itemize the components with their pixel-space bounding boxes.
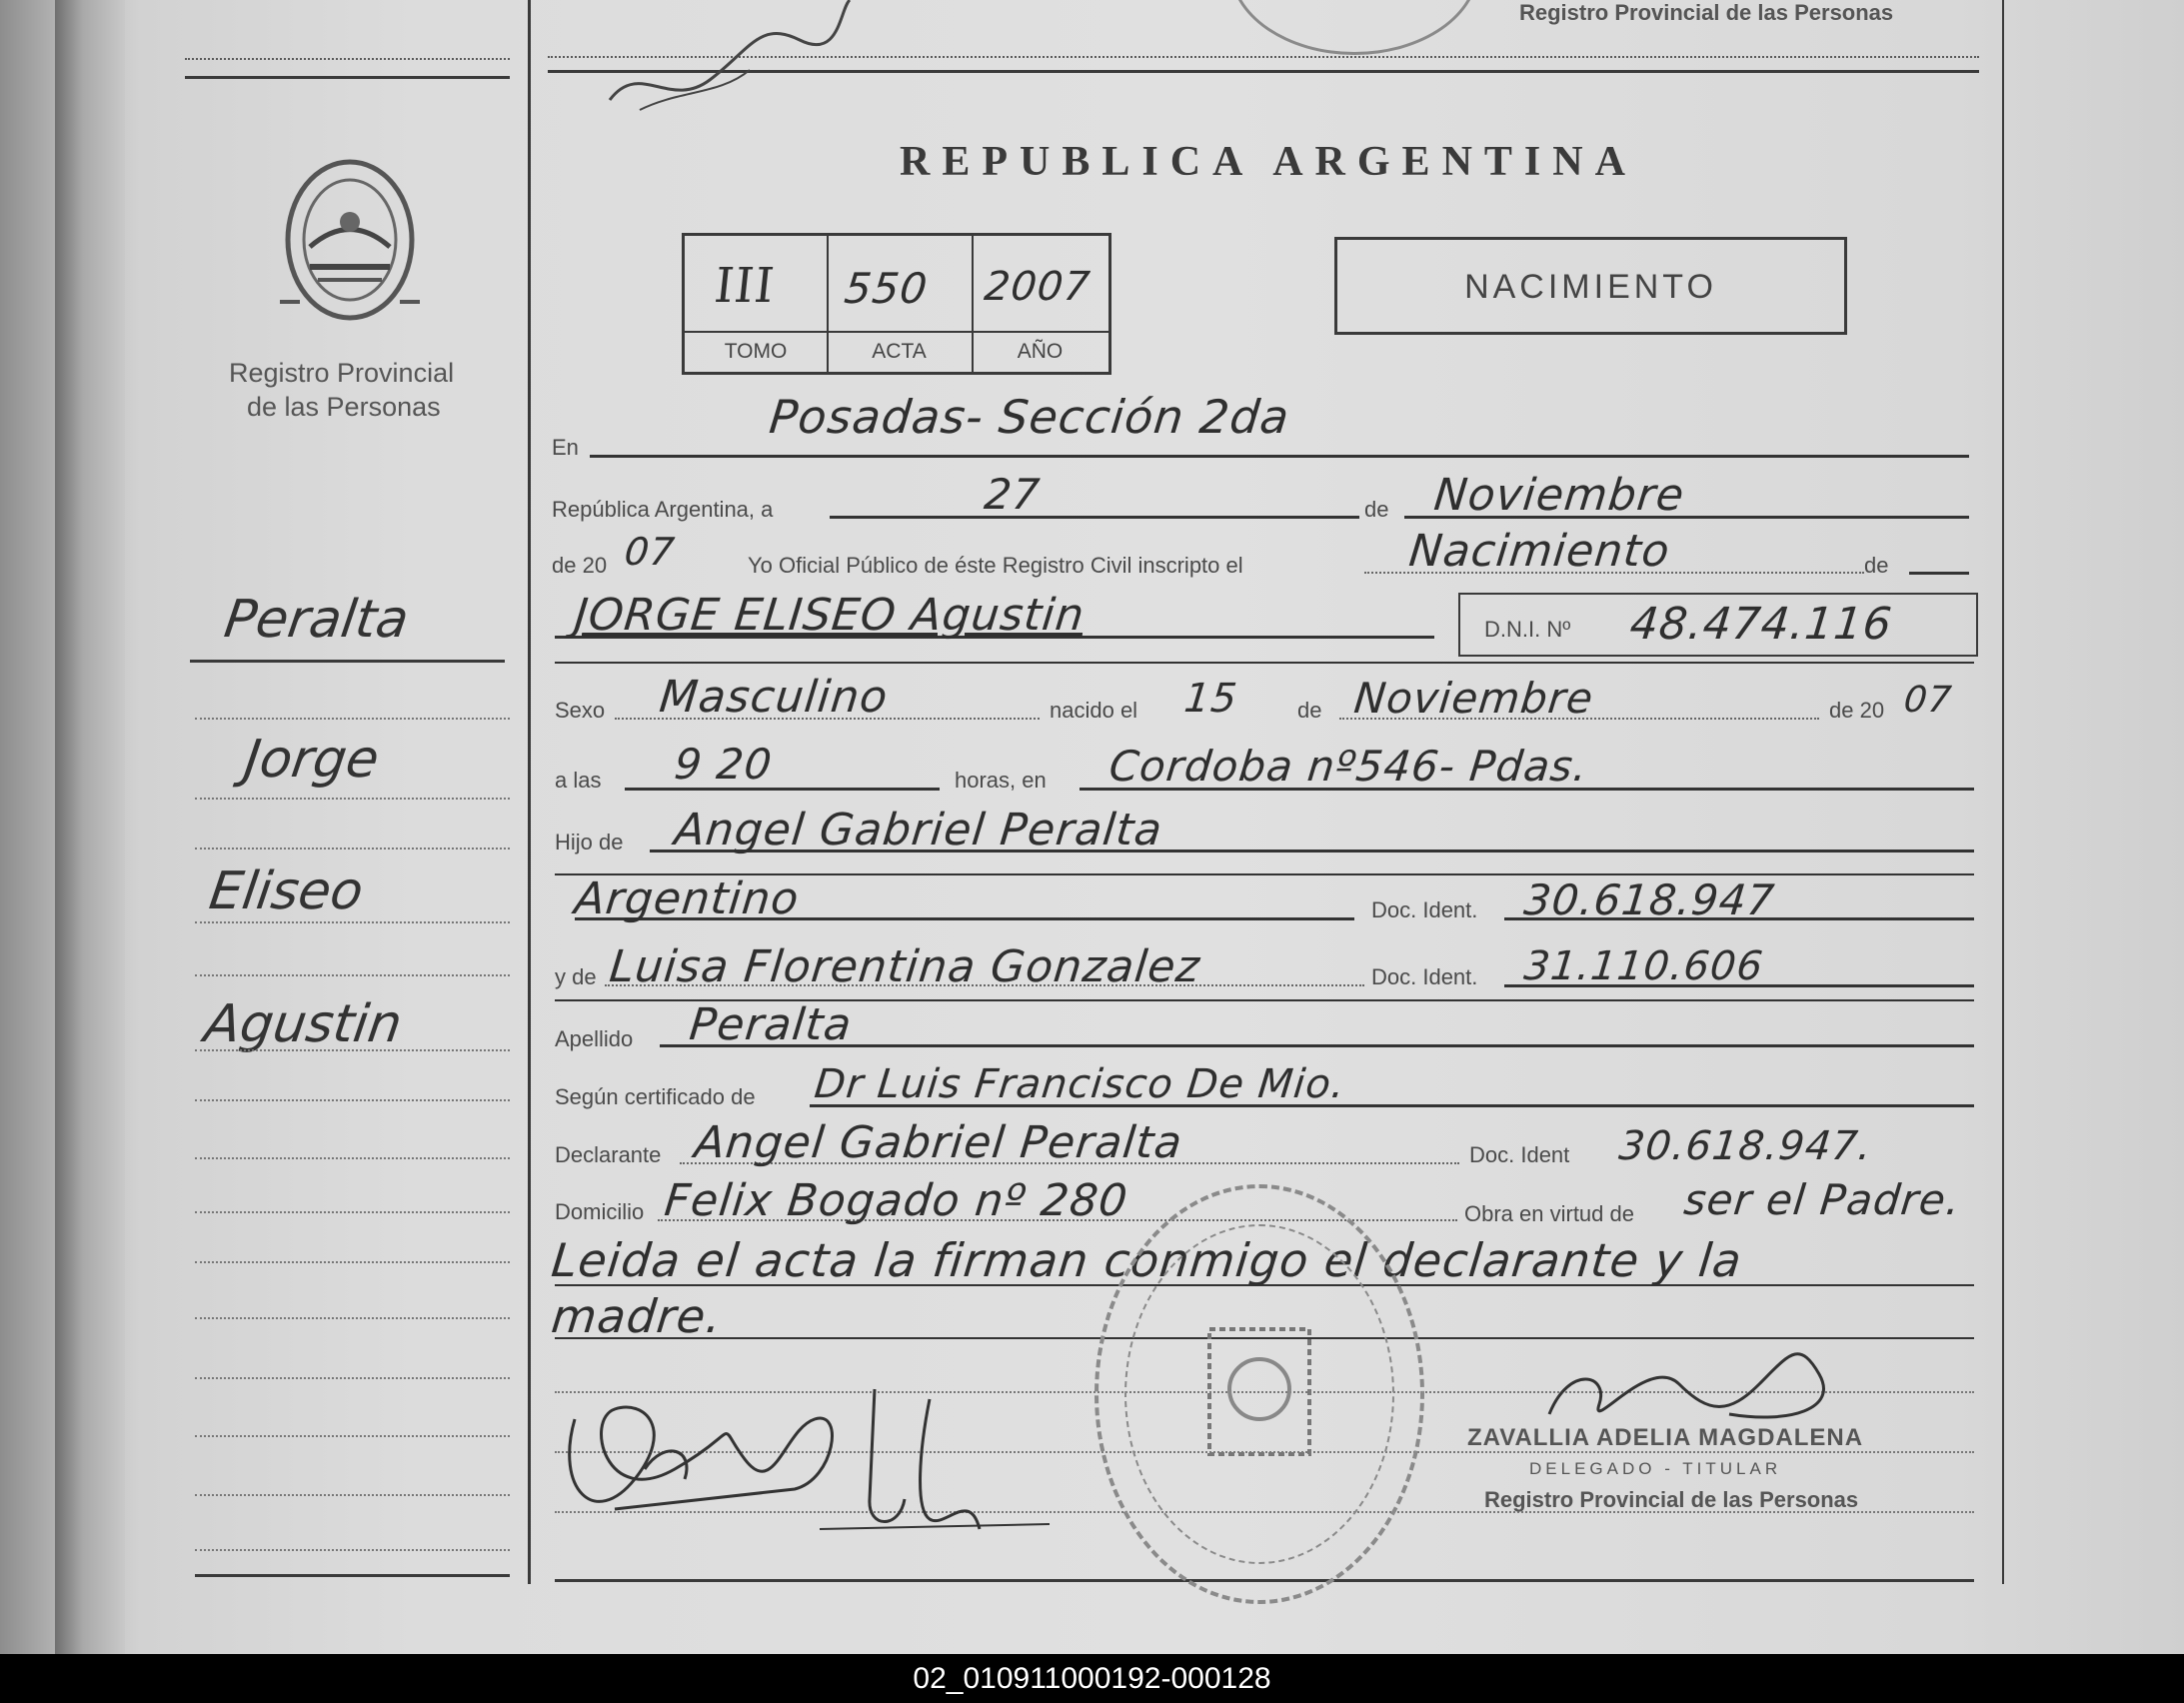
margin-top-rule [185,76,510,79]
de-label-2: de [1864,553,1889,578]
official-registry: Registro Provincial de las Personas [1484,1487,1859,1512]
margin-dotted [195,718,510,720]
margin-second-name: Eliseo [205,861,367,921]
declarante-doc: 30.618.947. [1616,1123,1875,1169]
margin-dotted [195,974,510,976]
apellido-label: Apellido [555,1026,634,1051]
anio-label: AÑO [1017,340,1064,363]
doc-label-3: Doc. Ident [1469,1142,1570,1167]
margin-dotted [195,1317,510,1319]
acta-label: ACTA [872,340,927,363]
year-prefix: de 20 [552,553,608,578]
acta-value: 550 [842,264,931,313]
closing-line-2: madre. [549,1289,725,1343]
registry-line-2: de las Personas [247,392,441,422]
margin-dotted [195,1494,510,1496]
domicilio-label: Domicilio [555,1199,645,1224]
margin-dotted [195,1435,510,1437]
second-signature [820,1369,1070,1559]
margin-dotted [195,1157,510,1159]
official-name: ZAVALLIA ADELIA MAGDALENA [1467,1424,1864,1451]
margin-dotted [195,1099,510,1101]
certificado-label: Según certificado de [555,1084,756,1109]
day-value: 27 [982,470,1044,519]
column-divider [528,0,531,1584]
binding-shadow [55,0,125,1654]
country-title: REPUBLICA ARGENTINA [900,139,1637,185]
official-title: DELEGADO - TITULAR [1529,1459,1782,1478]
margin-dotted [195,1261,510,1263]
doc-label-2: Doc. Ident. [1371,964,1478,989]
registry-line-1: Registro Provincial [229,358,455,388]
yde-label: y de [555,964,597,989]
apellido-line [660,1044,1974,1047]
sexo-label: Sexo [555,698,606,723]
tomo-label: TOMO [724,340,788,363]
doc-label: Doc. Ident. [1371,897,1478,922]
inscripto-value: Nacimiento [1406,526,1673,577]
alas-label: a las [555,768,602,793]
tail-line [1909,572,1969,575]
de-label: de [1364,497,1389,522]
margin-dotted [195,1211,510,1213]
record-box [682,233,1111,375]
margin-third-name: Agustin [200,994,406,1054]
act-type-label: NACIMIENTO [1464,268,1717,306]
child-name: JORGE ELISEO Agustin [572,590,1088,641]
hour-value: 9 20 [672,740,776,789]
horas-label: horas, en [955,768,1047,793]
dni-value: 48.474.116 [1627,599,1895,650]
margin-dotted [195,1549,510,1551]
margin-surname: Peralta [220,590,413,650]
oficial-text: Yo Oficial Público de éste Registro Civil inscripto el [748,553,1243,578]
en-line [590,455,1969,458]
anio-value: 2007 [982,264,1093,310]
obra-value: ser el Padre. [1681,1175,1963,1224]
birth-day: 15 [1181,676,1240,722]
tomo-value: III [712,258,778,314]
birth-year-prefix: de 20 [1829,698,1885,723]
year-value: 07 [622,530,678,574]
father-doc: 30.618.947 [1521,875,1778,924]
certificado-value: Dr Luis Francisco De Mio. [812,1061,1348,1107]
act-type-box [1334,237,1847,335]
mother-name: Luisa Florentina Gonzalez [607,941,1203,992]
top-signature-fragment [600,0,860,118]
margin-first-name: Jorge [240,730,383,790]
sexo-value: Masculino [657,672,891,723]
month-value: Noviembre [1431,470,1687,521]
margin-top-dotted [185,58,510,60]
en-value: Posadas- Sección 2da [767,390,1292,444]
closing-line-1: Leida el acta la firman conmigo el declarante y la [549,1233,1745,1287]
margin-dotted [195,798,510,800]
margin-rule [190,660,505,663]
republica-label: República Argentina, a [552,497,774,522]
birth-month: Noviembre [1351,674,1596,723]
apellido-value: Peralta [687,999,855,1050]
father-name: Angel Gabriel Peralta [672,805,1165,855]
father-nationality: Argentino [572,873,803,924]
nacido-label: nacido el [1050,698,1138,723]
day-line [830,516,1359,519]
top-seal-fragment [1229,0,1479,55]
seal-emblem-icon [1194,1319,1324,1469]
domicilio-value: Felix Bogado nº 280 [662,1175,1130,1226]
de-label-3: de [1297,698,1322,723]
top-stamp-text: Registro Provincial de las Personas [1519,0,1894,25]
margin-dotted [195,921,510,923]
margin-bottom-rule [195,1574,510,1577]
birth-year: 07 [1901,680,1954,721]
dni-box [1458,593,1978,657]
declarante-value: Angel Gabriel Peralta [692,1117,1185,1168]
hijo-label: Hijo de [555,830,624,854]
margin-dotted [195,1377,510,1379]
mother-doc: 31.110.606 [1521,943,1766,989]
declarant-signature [555,1359,855,1539]
dni-label: D.N.I. Nº [1484,617,1571,642]
en-label: En [552,435,579,460]
declarante-label: Declarante [555,1142,662,1167]
margin-dotted [195,1049,510,1051]
obra-label: Obra en virtud de [1464,1201,1634,1226]
row-rule [555,662,1974,664]
place-value: Cordoba nº546- Pdas. [1106,742,1591,791]
file-caption: 02_010911000192-000128 [0,1654,2184,1703]
provincial-seal-icon [270,152,430,327]
right-border [2002,0,2004,1584]
margin-dotted [195,848,510,850]
